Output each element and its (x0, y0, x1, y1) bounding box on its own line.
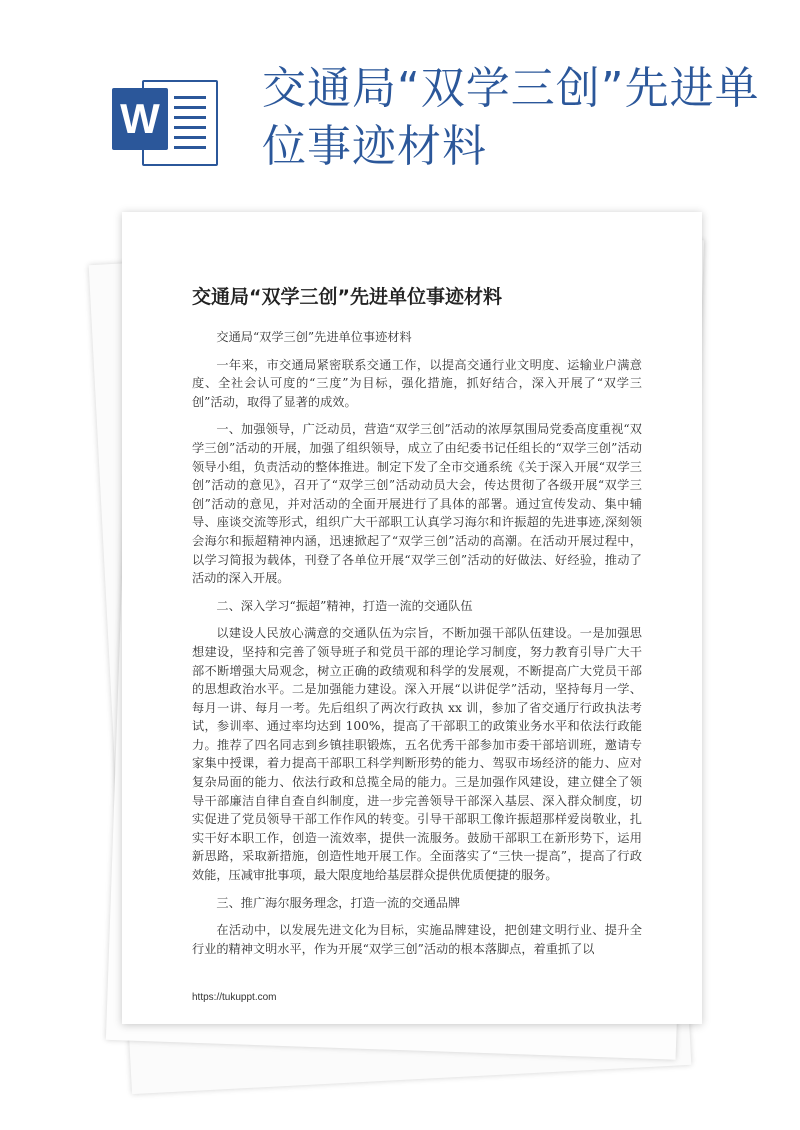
section-heading: 三、推广海尔服务理念，打造一流的交通品牌 (216, 895, 461, 910)
word-document-icon (112, 72, 216, 168)
paragraph-subtitle: 交通局“双学三创”先进单位事迹材料 (216, 330, 412, 344)
paragraph: 以建设人民放心满意的交通队伍为宗旨，不断加强干部队伍建设。一是加强思想建设，坚持和完善了领导班子和党员干部的理论学习制度，努力教育引导广大干部不断增强大局观念，树立正确的政绩观和科学的发展观，不断提高广大党员干部的思想政治水平。二是加强能力建设。深入开展“以讲促学”活动，坚持每月一学、每月一讲、每月一考。先后组织了两次行政执 xx 训，参加了省交通厅行政执法考试，参训率、通过率均达到 100%，提高了干部职工的政策业务水平和依法行政能力。推荐了四名同志到乡镇挂职锻炼，五名优秀干部参加市委干部培训班，邀请专家集中授课，着力提高干部职工科学判断形势的能力、驾驭市场经济的能力、应对复杂局面的能力、依法行政和总揽全局的能力。三是加强作风建设，建立健全了领导干部廉洁自律自查自纠制度，进一步完善领导干部深入基层、深入群众制度，切实促进了党员领导干部工作作风的转变。引导干部职工像许振超那样爱岗敬业，扎实干好本职工作，创造一流效率，提供一流服务。鼓励干部职工在新形势下，运用新思路，采取新措施，创造性地开展工作。全面落实了“三快一提高”，提高了行政效能，压减审批事项，最大限度地给基层群众提供优质便捷的服务。 (192, 626, 642, 883)
footer-url: https://tukuppt.com (192, 992, 277, 1003)
section-heading: 二、深入学习“振超”精神，打造一流的交通队伍 (216, 598, 473, 613)
paragraph: 一年来，市交通局紧密联系交通工作，以提高交通行业文明度、运输业户满意度、全社会认可度的“三度”为目标，强化措施，抓好结合，深入开展了“双学三创”活动，取得了显著的成效。 (192, 357, 642, 409)
document-heading: 交通局“双学三创”先进单位事迹材料 (192, 286, 502, 308)
word-letter-badge: W (112, 88, 168, 150)
page-title: 交通局“双学三创”先进单位事迹材料 (262, 63, 760, 172)
paragraph: 在活动中，以发展先进文化为目标，实施品牌建设，把创建文明行业、提升全行业的精神文明水平，作为开展“双学三创”活动的根本落脚点，着重抓了以 (192, 923, 642, 956)
document-body (192, 328, 642, 967)
paragraph: 一、加强领导，广泛动员，营造“双学三创”活动的浓厚氛围局党委高度重视“双学三创”活动的开展，加强了组织领导，成立了由纪委书记任组长的“双学三创”活动领导小组，负责活动的整体推进。制定下发了全市交通系统《关于深入开展“双学三创”活动的意见》，召开了“双学三创”活动动员大会，传达贯彻了各级开展“双学三创”活动的意见，并对活动的全面开展进行了具体的部署。通过宣传发动、集中辅导、座谈交流等形式，组织广大干部职工认真学习海尔和许振超的先进事迹,深刻领会海尔和振超精神内涵，迅速掀起了“双学三创”活动的高潮。在活动开展过程中，以学习简报为载体，刊登了各单位开展“双学三创”活动的好做法、好经验，推动了活动的深入开展。 (192, 422, 642, 586)
document-page (122, 212, 702, 1024)
